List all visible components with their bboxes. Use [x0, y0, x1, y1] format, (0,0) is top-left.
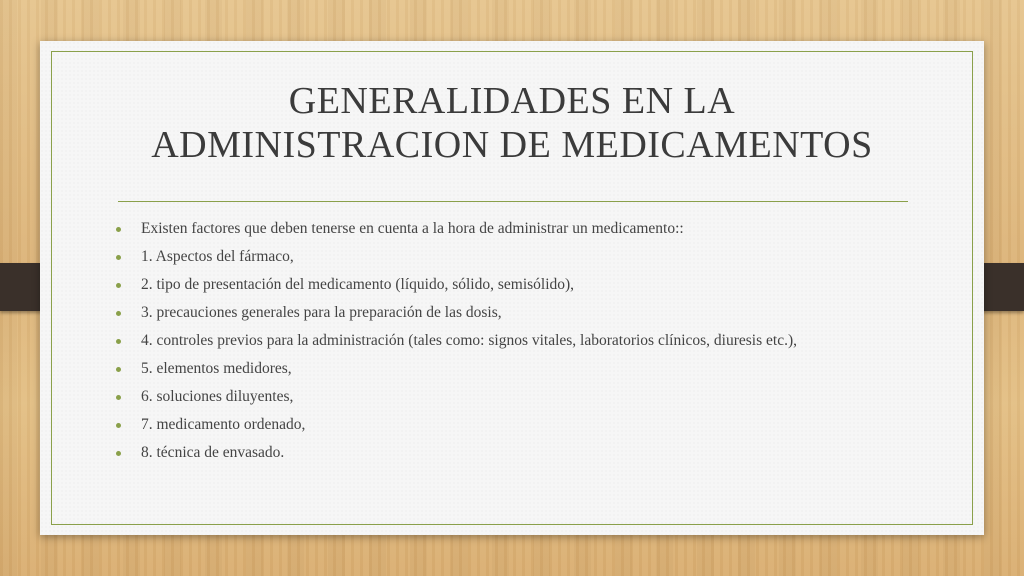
- bullet-text: 4. controles previos para la administración (tales como: signos vitales, laboratorios clínicos, diuresis etc.),: [141, 332, 797, 349]
- bullet-item: [116, 215, 797, 243]
- bullet-text: 1. Aspectos del fármaco,: [141, 248, 294, 265]
- title-divider: [118, 201, 908, 202]
- slide-title: [80, 79, 944, 167]
- bullet-list: [116, 215, 797, 467]
- bullet-text: 2. tipo de presentación del medicamento (líquido, sólido, semisólido),: [141, 276, 575, 293]
- slide-title-line-2: ADMINISTRACION DE MEDICAMENTOS: [151, 124, 873, 166]
- bullet-dot-icon: [116, 451, 121, 456]
- bullet-item: [116, 411, 797, 439]
- bullet-dot-icon: [116, 255, 121, 260]
- bullet-text: 7. medicamento ordenado,: [141, 416, 306, 433]
- bullet-item: [116, 439, 797, 467]
- bullet-dot-icon: [116, 227, 121, 232]
- bullet-dot-icon: [116, 283, 121, 288]
- bullet-text: Existen factores que deben tenerse en cuenta a la hora de administrar un medicamento::: [141, 220, 684, 237]
- bullet-dot-icon: [116, 367, 121, 372]
- bullet-dot-icon: [116, 395, 121, 400]
- bullet-dot-icon: [116, 311, 121, 316]
- bullet-item: [116, 355, 797, 383]
- bullet-dot-icon: [116, 339, 121, 344]
- bullet-text: 3. precauciones generales para la preparación de las dosis,: [141, 304, 502, 321]
- bullet-item: [116, 299, 797, 327]
- bullet-item: [116, 243, 797, 271]
- bullet-item: [116, 383, 797, 411]
- bullet-dot-icon: [116, 423, 121, 428]
- slide-title-line-1: GENERALIDADES EN LA: [288, 80, 736, 122]
- slide-card: [40, 41, 984, 535]
- bullet-text: 5. elementos medidores,: [141, 360, 292, 377]
- bullet-item: [116, 327, 797, 355]
- bullet-text: 8. técnica de envasado.: [141, 444, 285, 461]
- bullet-item: [116, 271, 797, 299]
- bullet-text: 6. soluciones diluyentes,: [141, 388, 294, 405]
